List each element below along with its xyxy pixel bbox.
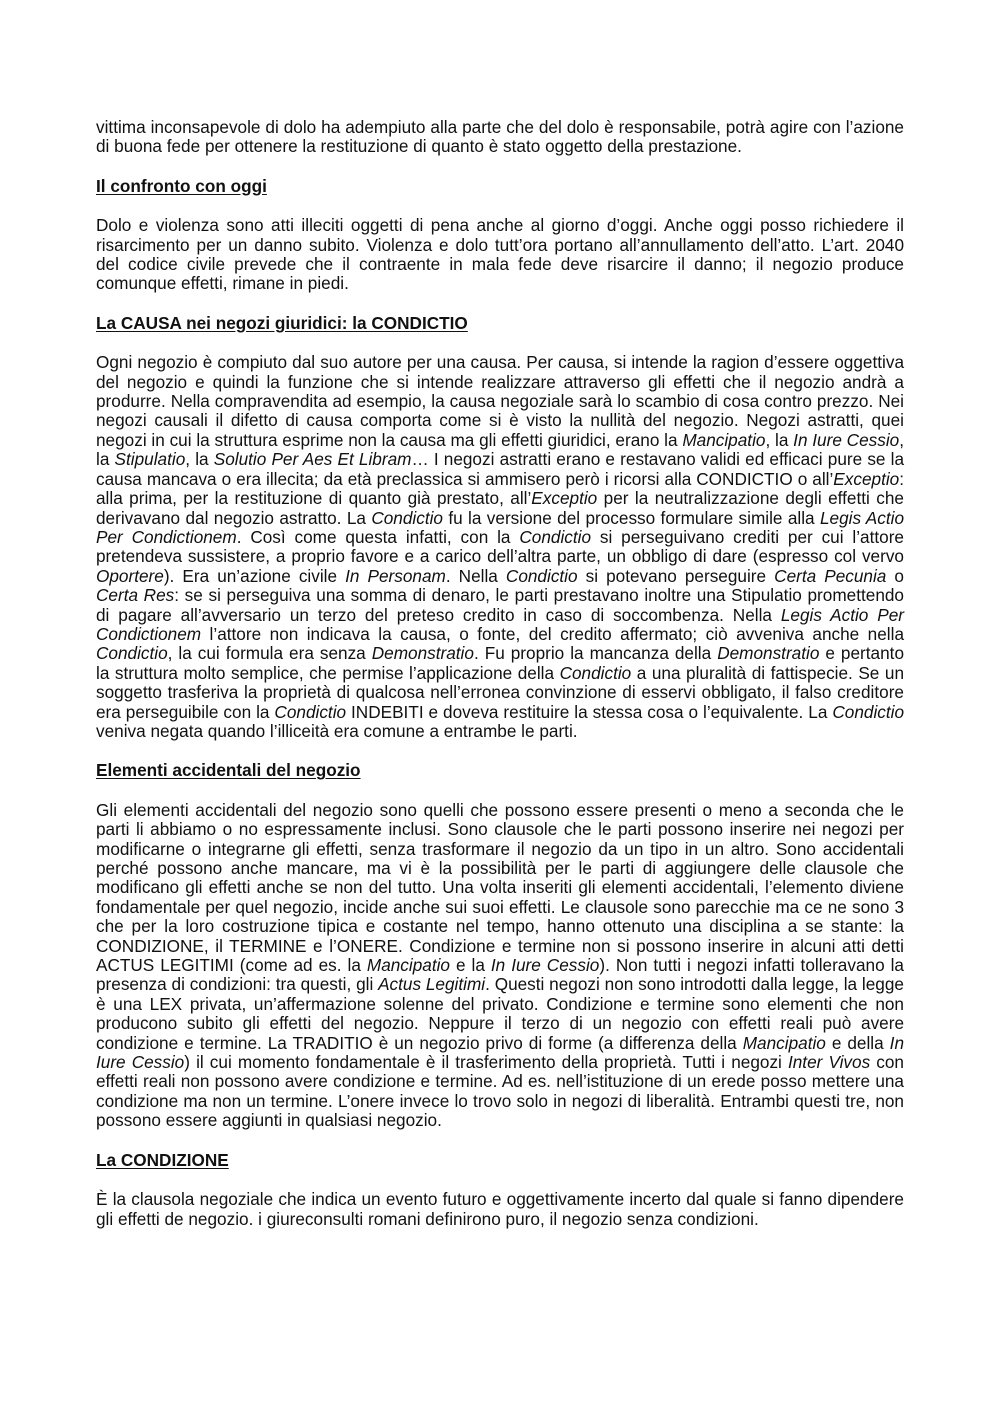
paragraph-elementi-accidentali: Gli elementi accidentali del negozio sono quelli che possono essere presenti o meno a seconda che le parti li abbiamo o no espressamente inclusi. Sono clausole che le parti possono inserire nei negozi per modificarne o integrarne gli effetti, senza trasformare il negozio da un tipo in un altro. Sono accidentali perché possono anche mancare, ma vi è la possibilità per le parti di aggiungere delle clausole che modificano gli effetti anche se non del tutto. Una volta inseriti gli elementi accidentali, l’elemento diviene fondamentale per quel negozio, incide anche sui suoi effetti. Le clausole sono parecchie ma ce ne sono 3 che per la loro costruzione tipica e costante nel tempo, hanno ottenuto una disciplina a se stante: la CONDIZIONE, il TERMINE e l’ONERE. Condizione e termine non si possono inserire in alcuni atti detti ACTUS LEGITIMI (come ad es. la Mancipatio e la In Iure Cessio). Non tutti i negozi infatti tolleravano la presenza di condizioni: tra questi, gli Actus Legitimi. Questi negozi non sono introdotti dalla legge, la legge è una LEX privata, un’affermazione solenne del privato. Condizione e termine sono elementi che non producono subito gli effetti del negozio. Neppure il terzo di un negozio con effetti reali può avere condizione e termine. La TRADITIO è un negozio privo di forme (a differenza della Mancipatio e della In Iure Cessio) il cui momento fondamentale è il trasferimento della proprietà. Tutti i negozi Inter Vivos con effetti reali non possono avere condizione e termine. Ad es. nell’istituzione di un erede posso mettere una condizione ma non un termine. L’onere invece lo trovo solo in negozi di liberalità. Entrambi questi tre, non possono essere aggiunti in qualsiasi negozio.	[96, 799, 905, 1131]
paragraph-causa: Ogni negozio è compiuto dal suo autore per una causa. Per causa, si intende la ragion d’essere oggettiva del negozio e quindi la funzione che si intende realizzare attraverso gli effetti che il negozio andrà a produrre. Nella compravendita ad esempio, la causa negoziale sarà lo scambio di cosa contro prezzo. Nei negozi causali il difetto di causa comporta come si è visto la nullità del negozio. Negozi astratti, quei negozi in cui la struttura esprime non la causa ma gli effetti giuridici, erano la Mancipatio, la In Iure Cessio, la Stipulatio, la Solutio Per Aes Et Libram… I negozi astratti erano e restavano validi ed efficaci pure se la causa mancava o era illecita; da età preclassica si ammisero però i ricorsi alla CONDICTIO o all’Exceptio: alla prima, per la restituzione di quanto già prestato, all’Exceptio per la neutralizzazione degli effetti che derivavano dal negozio astratto. La Condictio fu la versione del processo formulare simile alla Legis Actio Per Condictionem. Così come questa infatti, con la Condictio si perseguivano crediti per cui l’attore pretendeva sussistere, a proprio favore e a carico dell’altra parte, un obbligo di dare (espresso col vervo Oportere). Era un’azione civile In Personam. Nella Condictio si potevano perseguire Certa Pecunia o Certa Res: se si perseguiva una somma di denaro, le parti prestavano inoltre una Stipulatio promettendo di pagare all’avversario un terzo del preteso credito in caso di soccombenza. Nella Legis Actio Per Condictionem l’attore non indicava la causa, o fonte, del credito affermato; ciò avveniva anche nella Condictio, la cui formula era senza Demonstratio. Fu proprio la mancanza della Demonstratio e pertanto la struttura molto semplice, che permise l’applicazione della Condictio a una pluralità di fattispecie. Se un soggetto trasferiva la proprietà di qualcosa nell’erronea convinzione di esservi obbligato, il falso creditore era perseguibile con la Condictio INDEBITI e doveva restituire la stessa cosa o l’equivalente. La Condictio veniva negata quando l’illiceità era comune a entrambe le parti.	[96, 352, 905, 741]
document-page	[96, 118, 904, 1229]
paragraph-dolo-continuation: vittima inconsapevole di dolo ha adempiuto alla parte che del dolo è responsabile, potrà agire con l’azione di buona fede per ottenere la restituzione di quanto è stato oggetto della prestazione.	[96, 117, 904, 157]
paragraph-confronto: Dolo e violenza sono atti illeciti oggetti di pena anche al giorno d’oggi. Anche oggi posso richiedere il risarcimento per un danno subito. Violenza e dolo tutt’ora portano all’annullamento dell’atto. L’art. 2040 del codice civile prevede che il contraente in mala fede deve risarcire il danno; il negozio produce comunque effetti, rimane in piedi.	[96, 215, 904, 294]
heading-causa-condictio: La CAUSA nei negozi giuridici: la CONDICTIO	[96, 312, 468, 333]
paragraph-condizione: È la clausola negoziale che indica un evento futuro e oggettivamente incerto dal quale si fanno dipendere gli effetti de negozio. i giureconsulti romani definirono puro, il negozio senza condizioni.	[96, 1189, 904, 1229]
heading-condizione: La CONDIZIONE	[96, 1149, 229, 1170]
heading-elementi-accidentali: Elementi accidentali del negozio	[96, 760, 361, 781]
heading-confronto-con-oggi: Il confronto con oggi	[96, 175, 267, 196]
page-header-mark	[488, 0, 512, 3]
